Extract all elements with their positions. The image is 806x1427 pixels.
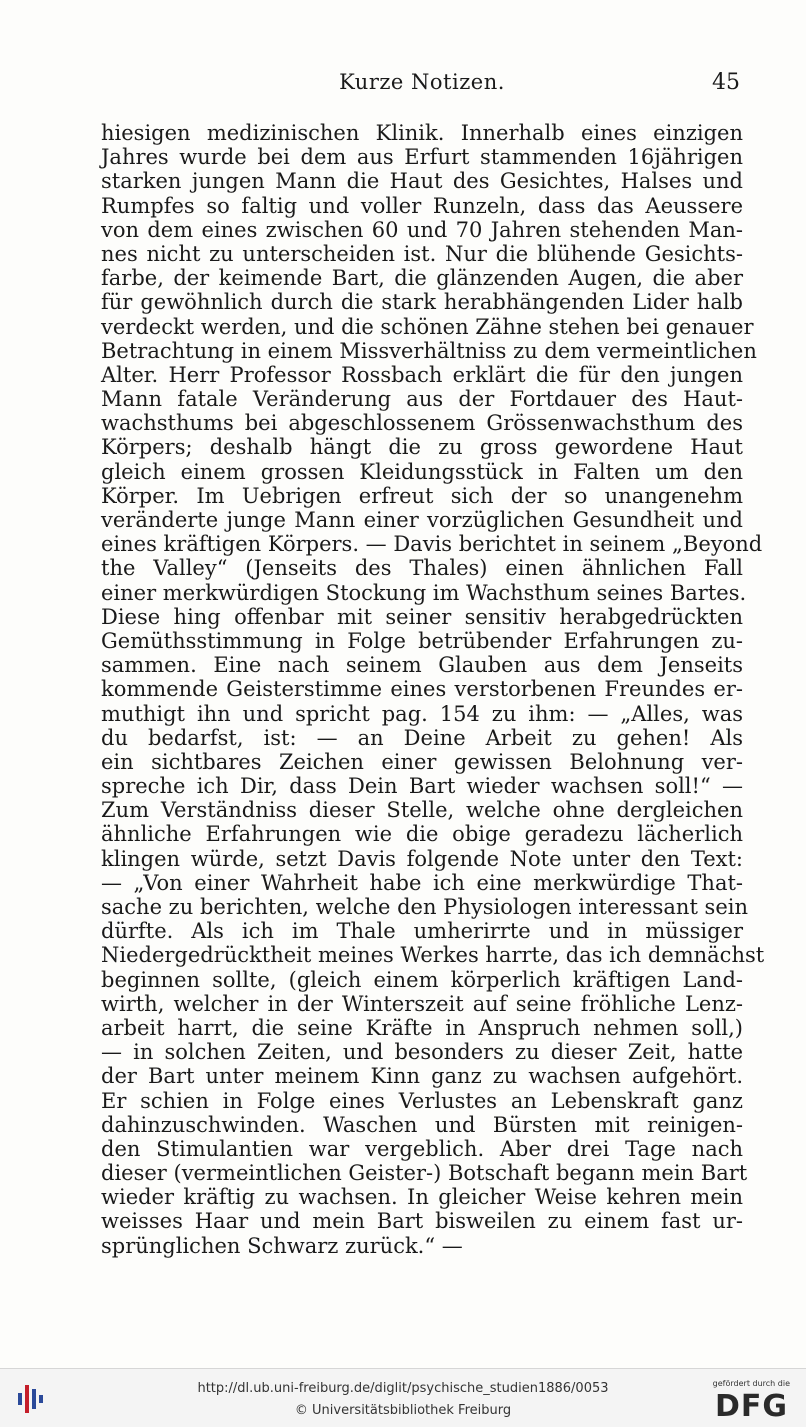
text-line: nes nicht zu unterscheiden ist. Nur die blühende Gesichts- (101, 241, 743, 266)
running-title: Kurze Notizen. (339, 70, 505, 94)
dfg-letters: DFG (714, 1389, 788, 1424)
text-line: Er schien in Folge eines Verlustes an Lebenskraft ganz (101, 1088, 743, 1113)
text-line: einer merkwürdigen Stockung im Wachsthum seines Bartes. (101, 580, 747, 605)
text-line: Jahres wurde bei dem aus Erfurt stammenden 16jährigen (101, 145, 743, 170)
text-line: wieder kräftig zu wachsen. In gleicher Weise kehren mein (101, 1185, 743, 1210)
text-line: klingen würde, setzt Davis folgende Note unter den Text: (101, 846, 743, 871)
text-line: wirth, welcher in der Winterszeit auf seine fröhliche Lenz- (101, 991, 743, 1016)
text-line: spreche ich Dir, dass Dein Bart wieder wachsen soll!“ — (101, 774, 743, 799)
dfg-logo (710, 1375, 796, 1423)
running-head (98, 70, 746, 100)
text-line: Diese hing offenbar mit seiner sensitiv herabgedrückten (101, 604, 743, 629)
text-line: weisses Haar und mein Bart bisweilen zu einem fast ur- (101, 1209, 743, 1234)
text-line: muthigt ihn und spricht pag. 154 zu ihm: — „Alles, was (101, 701, 743, 726)
source-url[interactable]: http://dl.ub.uni-freiburg.de/diglit/psychische_studien1886/0053 (197, 1381, 609, 1396)
text-line: von dem eines zwischen 60 und 70 Jahren stehenden Man- (101, 217, 743, 242)
text-line: Niedergedrücktheit meines Werkes harrte, das ich demnächst (101, 943, 765, 968)
text-line: dahinzuschwinden. Waschen und Bürsten mit reinigen- (101, 1112, 743, 1137)
text-line: the Valley“ (Jenseits des Thales) einen ähnlichen Fall (101, 556, 743, 581)
text-line: ein sichtbares Zeichen einer gewissen Belohnung ver- (101, 749, 743, 774)
text-line: Körpers; deshalb hängt die zu gross gewordene Haut (101, 435, 743, 460)
text-line: du bedarfst, ist: — an Deine Arbeit zu gehen! Als (101, 725, 743, 750)
text-line: starken jungen Mann die Haut des Gesichtes, Halses und (101, 169, 743, 194)
text-line: Rumpfes so faltig und voller Runzeln, dass das Aeussere (101, 193, 743, 218)
text-line: der Bart unter meinem Kinn ganz zu wachsen aufgehört. (101, 1064, 743, 1089)
text-line: Betrachtung in einem Missverhältniss zu dem vermeintlichen (101, 338, 757, 363)
text-line: — in solchen Zeiten, und besonders zu dieser Zeit, hatte (101, 1040, 743, 1065)
text-line: Körper. Im Uebrigen erfreut sich der so unangenehm (101, 483, 743, 508)
text-line: farbe, der keimende Bart, die glänzenden Augen, die aber (101, 266, 743, 291)
text-line: kommende Geisterstimme eines verstorbenen Freundes er- (101, 677, 743, 702)
text-line: Alter. Herr Professor Rossbach erklärt die für den jungen (101, 362, 743, 387)
text-line: wachsthums bei abgeschlossenem Grössenwachsthum des (101, 411, 743, 436)
page-number: 45 (712, 70, 740, 95)
body-text (101, 121, 765, 1258)
text-line: sprünglichen Schwarz zurück.“ — (101, 1233, 463, 1258)
text-line: den Stimulantien war vergeblich. Aber drei Tage nach (101, 1136, 743, 1161)
text-line: sammen. Eine nach seinem Glauben aus dem Jenseits (101, 653, 743, 678)
text-line: für gewöhnlich durch die stark herabhängenden Lider halb (101, 290, 743, 315)
dfg-caption: gefördert durch die (712, 1379, 790, 1388)
text-line: arbeit harrt, die seine Kräfte in Anspruch nehmen soll,) (101, 1015, 743, 1040)
text-line: Gemüthsstimmung in Folge betrübender Erfahrungen zu- (101, 628, 743, 653)
text-line: hiesigen medizinischen Klinik. Innerhalb eines einzigen (101, 121, 743, 145)
text-line: ähnliche Erfahrungen wie die obige geradezu lächerlich (101, 822, 743, 847)
text-line: Mann fatale Veränderung aus der Fortdauer des Haut- (101, 387, 743, 412)
text-line: Zum Verständniss dieser Stelle, welche ohne dergleichen (101, 798, 743, 823)
text-line: — „Von einer Wahrheit habe ich eine merkwürdige That- (101, 870, 743, 895)
copyright-notice: © Universitätsbibliothek Freiburg (294, 1403, 512, 1418)
text-line: dieser (vermeintlichen Geister-) Botschaft begann mein Bart (101, 1161, 748, 1186)
text-line: veränderte junge Mann einer vorzüglichen Gesundheit und (101, 508, 743, 532)
viewer-footer (0, 1368, 806, 1427)
text-line: sache zu berichten, welche den Physiologen interessant sein (101, 895, 749, 919)
text-line: verdeckt werden, und die schönen Zähne stehen bei genauer (101, 314, 754, 339)
text-line: beginnen sollte, (gleich einem körperlich kräftigen Land- (101, 967, 743, 992)
text-line: gleich einem grossen Kleidungsstück in Falten um den (101, 459, 743, 484)
text-line: dürfte. Als ich im Thale umherirrte und in müssiger (101, 919, 743, 944)
text-line: eines kräftigen Körpers. — Davis berichtet in seinem „Beyond (101, 532, 763, 557)
